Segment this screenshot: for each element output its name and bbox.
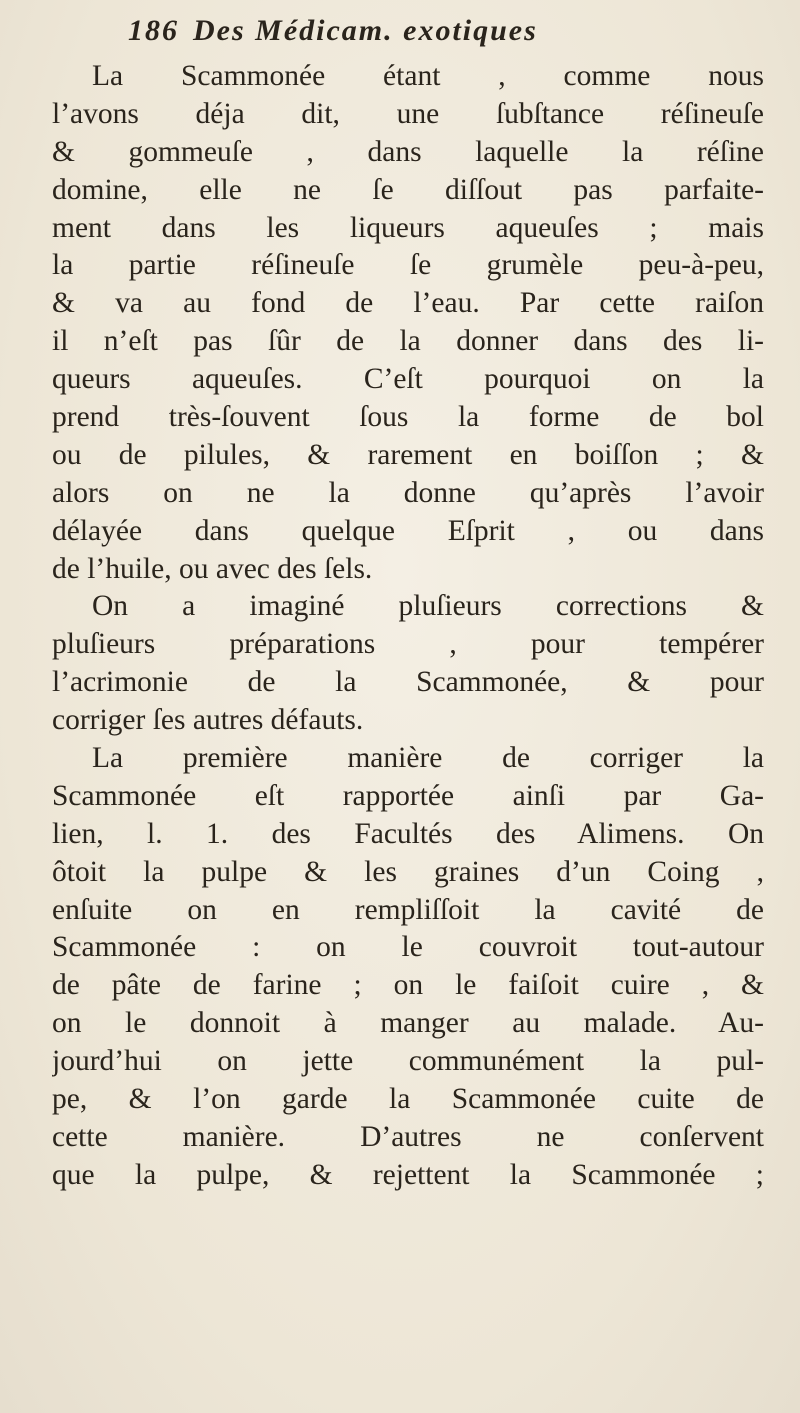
running-head: Des Médicam. exotiques [193,14,538,47]
text-line: & va au fond de l’eau. Par cette raiſon [52,287,764,320]
text-line: corriger ſes autres défauts. [52,704,364,737]
text-line: on le donnoit à manger au malade. Au- [52,1007,764,1040]
text-line: & gommeuſe , dans laquelle la réſine [52,135,764,168]
text-line: de pâte de farine ; on le faiſoit cuire , & [52,969,764,1002]
text-line: lien, l. 1. des Facultés des Alimens. On [52,817,764,850]
text-line: queurs aqueuſes. C’eſt pourquoi on la [52,363,764,396]
text-line: jourd’hui on jette communément la pul- [52,1045,764,1078]
text-line: ou de pilules, & rarement en boiſſon ; & [52,438,764,471]
page-number: 186 [128,14,179,47]
text-line: de l’huile, ou avec des ſels. [52,552,373,585]
text-line: La Scammonée étant , comme nous [92,60,764,92]
text-line: Scammonée eſt rapportée ainſi par Ga- [52,779,764,812]
text-line: Scammonée : on le couvroit tout-autour [52,931,764,964]
text-line: il n’eſt pas ſûr de la donner dans des li- [52,325,764,358]
text-line: pluſieurs préparations , pour tempérer [52,628,764,661]
text-line: cette manière. D’autres ne conſervent [52,1120,764,1153]
text-line: La première manière de corriger la [92,742,764,775]
text-line: la partie réſineuſe ſe grumèle peu-à-peu, [52,249,764,282]
text-line: enſuite on en rempliſſoit la cavité de [52,893,764,926]
text-line: pe, & l’on garde la Scammonée cuite de [52,1083,764,1116]
text-line: domine, elle ne ſe diſſout pas parfaite- [52,173,764,206]
text-line: que la pulpe, & rejettent la Scammonée ; [52,1158,764,1191]
text-line: l’avons déja dit, une ſubſtance réſineuſe [52,97,764,130]
page-header [128,14,748,54]
text-line: l’acrimonie de la Scammonée, & pour [52,666,764,699]
text-line: délayée dans quelque Eſprit , ou dans [52,514,764,547]
text-line: prend très-ſouvent ſous la forme de bol [52,401,764,434]
text-line: ôtoit la pulpe & les graines d’un Coing , [52,855,764,888]
text-line: On a imaginé pluſieurs corrections & [92,590,764,623]
text-line: ment dans les liqueurs aqueuſes ; mais [52,211,764,244]
text-line: alors on ne la donne qu’après l’avoir [52,476,764,509]
body-text [52,58,764,1195]
